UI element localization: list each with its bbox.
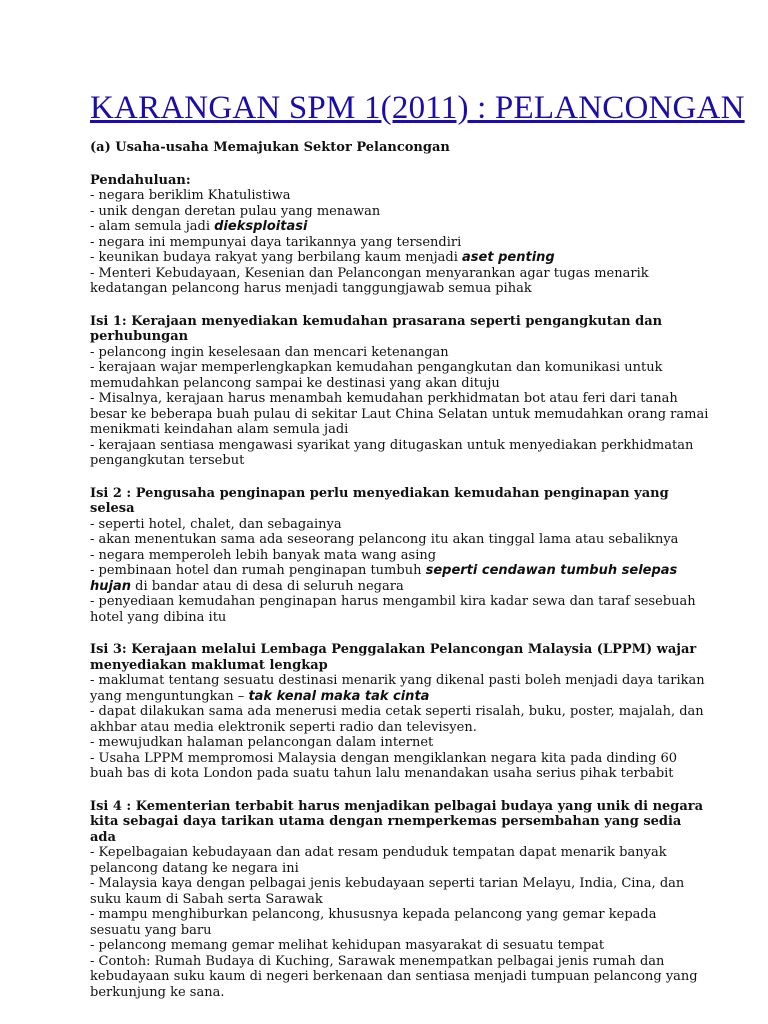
line-text: - unik dengan deretan pulau yang menawan (90, 203, 381, 219)
line-text: - negara beriklim Khatulistiwa (90, 188, 291, 203)
bullet-line (90, 266, 710, 297)
bullet-line (90, 438, 710, 469)
bullet-line (90, 235, 710, 251)
section-4 (90, 799, 710, 1001)
bullet-line (90, 517, 710, 533)
line-text: - mampu menghiburkan pelancong, khususnya kepada pelancong yang gemar kepada sesuatu yang baru (90, 907, 657, 938)
line-text: - Contoh: Rumah Budaya di Kuching, Sarawak menempatkan pelbagai jenis rumah dan kebudayaan suku kaum di negeri berkenaan dan sentiasa menjadi tumpuan pelancong yang berkunjung ke sana. (90, 953, 698, 1000)
line-text: - maklumat tentang sesuatu destinasi menarik yang dikenal pasti boleh menjadi daya tarikan yang menguntungkan – (90, 673, 705, 704)
bullet-line (90, 563, 710, 594)
line-text: - dapat dilakukan sama ada menerusi media cetak seperti risalah, buku, poster, majalah, dan akhbar atau media elektronik seperti radio dan televisyen. (90, 704, 704, 735)
document-body (90, 140, 710, 1000)
line-text: - pembinaan hotel dan rumah penginapan tumbuh (90, 563, 426, 578)
line-text: - pelancong memang gemar melihat kehidupan masyarakat di sesuatu tempat (90, 938, 605, 953)
section-heading: Isi 4 : Kementerian terbabit harus menjadikan pelbagai budaya yang unik di negara kita sebagai daya tarikan utama dengan rnemperkemas persembahan yang sedia ada (90, 798, 704, 845)
emphasis-text: tak kenal maka tak cinta (248, 688, 430, 704)
section-heading: Isi 1: Kerajaan menyediakan kemudahan prasarana seperti pengangkutan dan perhubungan (90, 313, 663, 344)
bullet-line (90, 345, 710, 361)
emphasis-text: aset penting (462, 250, 555, 265)
section-heading: Pendahuluan: (90, 172, 191, 188)
bullet-line (90, 845, 710, 876)
section-list (90, 173, 710, 1001)
section-0 (90, 173, 710, 297)
document-subtitle: (a) Usaha-usaha Memajukan Sektor Pelancongan (90, 140, 450, 155)
section-3 (90, 642, 710, 782)
line-text: - kerajaan sentiasa mengawasi syarikat yang ditugaskan untuk menyediakan perkhidmatan pengangkutan tersebut (90, 437, 694, 468)
section-heading: Isi 3: Kerajaan melalui Lembaga Penggalakan Pelancongan Malaysia (LPPM) wajar menyediakan maklumat lengkap (90, 642, 697, 673)
emphasis-text: seperti cendawan tumbuh selepas hujan (90, 563, 678, 594)
line-text: - Usaha LPPM mempromosi Malaysia dengan mengiklankan negara kita pada dinding 60 buah bas di kota London pada suatu tahun lalu menandakan usaha serius pihak terbabit (90, 750, 678, 781)
line-text: di bandar atau di desa di seluruh negara (131, 578, 404, 594)
bullet-line (90, 594, 710, 625)
bullet-line (90, 391, 710, 438)
line-text: - mewujudkan halaman pelancongan dalam internet (90, 735, 434, 750)
line-text: - Misalnya, kerajaan harus menambah kemudahan perkhidmatan bot atau feri dari tanah besar ke beberapa buah pulau di sekitar Laut China Selatan untuk memudahkan orang ramai menikmati keindahan alam semula jadi (90, 391, 709, 437)
bullet-line (90, 219, 710, 235)
section-1 (90, 314, 710, 469)
line-text: - kerajaan wajar memperlengkapkan kemudahan pengangkutan dan komunikasi untuk memudahkan pelancong sampai ke destinasi yang akan dituju (90, 360, 663, 391)
line-text: - Kepelbagaian kebudayaan dan adat resam penduduk tempatan dapat menarik banyak pelancong datang ke negara ini (90, 845, 667, 876)
bullet-line (90, 954, 710, 1001)
line-text: - alam semula jadi (90, 219, 215, 234)
line-text: - Malaysia kaya dengan pelbagai jenis kebudayaan seperti tarian Melayu, India, Cina, dan suku kaum di Sabah serta Sarawak (90, 876, 685, 907)
line-text: - Menteri Kebudayaan, Kesenian dan Pelancongan menyarankan agar tugas menarik kedatangan pelancong harus menjadi tanggungjawab semua pihak (90, 265, 649, 296)
line-text: - seperti hotel, chalet, dan sebagainya (90, 516, 342, 532)
section-heading: Isi 2 : Pengusaha penginapan perlu menyediakan kemudahan penginapan yang selesa (90, 485, 669, 516)
bullet-line (90, 532, 710, 548)
emphasis-text: dieksploitasi (214, 219, 308, 234)
bullet-line (90, 673, 710, 704)
bullet-line (90, 751, 710, 782)
line-text: - penyediaan kemudahan penginapan harus mengambil kira kadar sewa dan taraf sesebuah hotel yang dibina itu (90, 594, 696, 625)
document-title[interactable]: KARANGAN SPM 1(2011) : PELANCONGAN (90, 90, 745, 126)
bullet-line (90, 735, 710, 751)
bullet-line (90, 907, 710, 938)
line-text: - negara ini mempunyai daya tarikannya yang tersendiri (90, 234, 462, 250)
section-2 (90, 486, 710, 626)
line-text: - negara memperoleh lebih banyak mata wang asing (90, 547, 437, 563)
bullet-line (90, 204, 710, 220)
bullet-line (90, 704, 710, 735)
line-text: - akan menentukan sama ada seseorang pelancong itu akan tinggal lama atau sebaliknya (90, 532, 679, 547)
bullet-line (90, 548, 710, 564)
bullet-line (90, 876, 710, 907)
bullet-line (90, 360, 710, 391)
line-text: - keunikan budaya rakyat yang berbilang kaum menjadi (90, 250, 463, 265)
line-text: - pelancong ingin keselesaan dan mencari ketenangan (90, 344, 449, 360)
bullet-line (90, 250, 710, 266)
bullet-line (90, 938, 710, 954)
bullet-line (90, 188, 710, 204)
